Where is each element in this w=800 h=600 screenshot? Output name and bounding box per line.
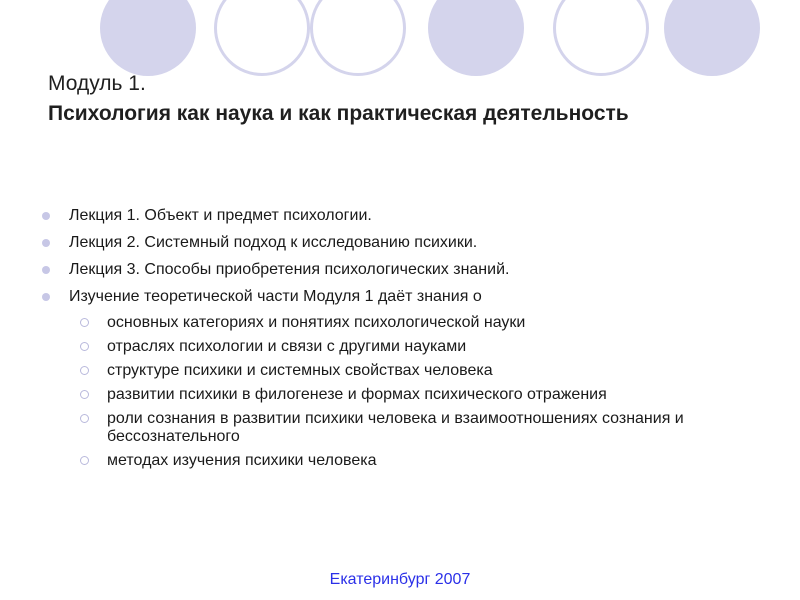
- list-item-text: Лекция 3. Способы приобретения психологических знаний.: [69, 261, 510, 278]
- decor-ring: [553, 0, 649, 76]
- sub-list-item: [42, 338, 782, 356]
- bullet-list: [42, 206, 782, 476]
- footer-city-year: Екатеринбург 2007: [329, 571, 471, 588]
- bullet-ring-icon: [80, 390, 89, 399]
- bullet-ring-icon: [80, 414, 89, 423]
- bullet-dot-icon: [42, 266, 50, 274]
- list-item-text: Изучение теоретической части Модуля 1 даёт знания о: [69, 288, 482, 305]
- sub-list-item-text: отраслях психологии и связи с другими науками: [107, 338, 467, 355]
- bullet-ring-icon: [80, 342, 89, 351]
- decor-circle: [428, 0, 524, 76]
- sub-list-item-text: развитии психики в филогенезе и формах психического отражения: [107, 386, 607, 403]
- decor-ring: [310, 0, 406, 76]
- list-item-text: Лекция 2. Системный подход к исследованию психики.: [69, 234, 478, 251]
- sub-list-item: [42, 386, 782, 404]
- bullet-ring-icon: [80, 456, 89, 465]
- sub-list-item: [42, 362, 782, 380]
- sub-list-item: [42, 410, 782, 446]
- decor-ring: [214, 0, 310, 76]
- slide-title: [48, 70, 688, 127]
- sub-list-item-text: методах изучения психики человека: [107, 452, 377, 469]
- sub-list-item: [42, 452, 782, 470]
- list-item: [42, 206, 782, 226]
- sub-list-item: [42, 314, 782, 332]
- title-subject: Психология как наука и как практическая деятельность: [48, 102, 629, 125]
- list-item: [42, 260, 782, 280]
- bullet-dot-icon: [42, 293, 50, 301]
- list-item: [42, 287, 782, 307]
- bullet-ring-icon: [80, 366, 89, 375]
- title-module: Модуль 1.: [48, 72, 146, 95]
- sub-list-item-text: структуре психики и системных свойствах человека: [107, 362, 493, 379]
- list-item: [42, 233, 782, 253]
- list-item-text: Лекция 1. Объект и предмет психологии.: [69, 207, 372, 224]
- decor-circle: [100, 0, 196, 76]
- bullet-ring-icon: [80, 318, 89, 327]
- sub-list-item-text: роли сознания в развитии психики человека и взаимоотношениях сознания и бессознательного: [107, 410, 684, 445]
- decor-circle: [664, 0, 760, 76]
- bullet-dot-icon: [42, 212, 50, 220]
- sub-list-item-text: основных категориях и понятиях психологической науки: [107, 314, 526, 331]
- bullet-dot-icon: [42, 239, 50, 247]
